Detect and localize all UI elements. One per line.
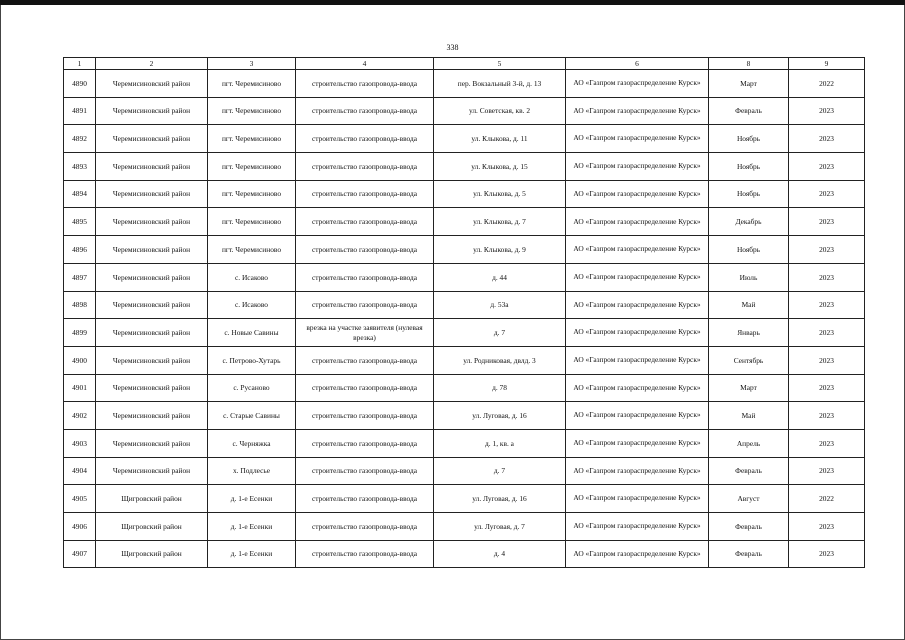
month-cell: Ноябрь — [709, 180, 789, 208]
table-row — [64, 97, 865, 125]
organization-cell: АО «Газпром газораспределение Курск» — [566, 70, 709, 98]
organization-cell: АО «Газпром газораспределение Курск» — [566, 125, 709, 153]
row-number-cell: 4891 — [64, 97, 96, 125]
district-cell: Черемисиновский район — [96, 180, 208, 208]
organization-cell: АО «Газпром газораспределение Курск» — [566, 485, 709, 513]
column-header: 3 — [208, 58, 296, 70]
locality-cell: пгт. Черемисиново — [208, 125, 296, 153]
organization-cell: АО «Газпром газораспределение Курск» — [566, 540, 709, 568]
work-type-cell: строительство газопровода-ввода — [296, 70, 434, 98]
row-number-cell: 4895 — [64, 208, 96, 236]
address-cell: ул. Советская, кв. 2 — [434, 97, 566, 125]
year-cell: 2023 — [789, 236, 865, 264]
month-cell: Февраль — [709, 513, 789, 541]
year-cell: 2023 — [789, 429, 865, 457]
address-cell: ул. Родниковая, двлд. 3 — [434, 346, 566, 374]
district-cell: Черемисиновский район — [96, 457, 208, 485]
month-cell: Сентябрь — [709, 346, 789, 374]
month-cell: Ноябрь — [709, 236, 789, 264]
month-cell: Март — [709, 374, 789, 402]
table-row — [64, 540, 865, 568]
column-header: 2 — [96, 58, 208, 70]
organization-cell: АО «Газпром газораспределение Курск» — [566, 236, 709, 264]
locality-cell: с. Исаково — [208, 291, 296, 319]
table-row — [64, 402, 865, 430]
address-cell: д. 53а — [434, 291, 566, 319]
month-cell: Апрель — [709, 429, 789, 457]
year-cell: 2023 — [789, 319, 865, 347]
year-cell: 2023 — [789, 457, 865, 485]
header-row — [64, 58, 865, 70]
month-cell: Август — [709, 485, 789, 513]
locality-cell: пгт. Черемисиново — [208, 180, 296, 208]
locality-cell: с. Черняжка — [208, 429, 296, 457]
address-cell: ул. Клыкова, д. 5 — [434, 180, 566, 208]
work-type-cell: строительство газопровода-ввода — [296, 346, 434, 374]
year-cell: 2023 — [789, 291, 865, 319]
organization-cell: АО «Газпром газораспределение Курск» — [566, 402, 709, 430]
column-header: 8 — [709, 58, 789, 70]
district-cell: Черемисиновский район — [96, 402, 208, 430]
month-cell: Май — [709, 291, 789, 319]
address-cell: ул. Клыкова, д. 7 — [434, 208, 566, 236]
locality-cell: с. Старые Савины — [208, 402, 296, 430]
table-row — [64, 513, 865, 541]
district-cell: Черемисиновский район — [96, 97, 208, 125]
work-type-cell: строительство газопровода-ввода — [296, 125, 434, 153]
organization-cell: АО «Газпром газораспределение Курск» — [566, 263, 709, 291]
month-cell: Ноябрь — [709, 153, 789, 181]
work-type-cell: строительство газопровода-ввода — [296, 97, 434, 125]
year-cell: 2023 — [789, 263, 865, 291]
locality-cell: х. Подлесье — [208, 457, 296, 485]
row-number-cell: 4903 — [64, 429, 96, 457]
year-cell: 2023 — [789, 402, 865, 430]
work-type-cell: строительство газопровода-ввода — [296, 374, 434, 402]
table-row — [64, 457, 865, 485]
row-number-cell: 4899 — [64, 319, 96, 347]
locality-cell: с. Петрово-Хутарь — [208, 346, 296, 374]
locality-cell: пгт. Черемисиново — [208, 70, 296, 98]
row-number-cell: 4901 — [64, 374, 96, 402]
work-type-cell: строительство газопровода-ввода — [296, 429, 434, 457]
organization-cell: АО «Газпром газораспределение Курск» — [566, 97, 709, 125]
work-type-cell: строительство газопровода-ввода — [296, 291, 434, 319]
year-cell: 2023 — [789, 374, 865, 402]
locality-cell: пгт. Черемисиново — [208, 153, 296, 181]
locality-cell: с. Исаково — [208, 263, 296, 291]
year-cell: 2023 — [789, 153, 865, 181]
district-cell: Черемисиновский район — [96, 263, 208, 291]
work-type-cell: строительство газопровода-ввода — [296, 513, 434, 541]
district-cell: Черемисиновский район — [96, 208, 208, 236]
district-cell: Черемисиновский район — [96, 291, 208, 319]
month-cell: Февраль — [709, 457, 789, 485]
year-cell: 2023 — [789, 208, 865, 236]
row-number-cell: 4897 — [64, 263, 96, 291]
organization-cell: АО «Газпром газораспределение Курск» — [566, 208, 709, 236]
month-cell: Март — [709, 70, 789, 98]
year-cell: 2023 — [789, 180, 865, 208]
scan-top-edge — [0, 0, 905, 5]
address-cell: д. 44 — [434, 263, 566, 291]
address-cell: ул. Луговая, д. 16 — [434, 485, 566, 513]
work-type-cell: строительство газопровода-ввода — [296, 457, 434, 485]
month-cell: Июль — [709, 263, 789, 291]
district-cell: Черемисиновский район — [96, 70, 208, 98]
year-cell: 2022 — [789, 485, 865, 513]
locality-cell: д. 1-е Есенки — [208, 485, 296, 513]
table-row — [64, 180, 865, 208]
work-type-cell: строительство газопровода-ввода — [296, 208, 434, 236]
address-cell: ул. Клыкова, д. 15 — [434, 153, 566, 181]
row-number-cell: 4896 — [64, 236, 96, 264]
work-type-cell: строительство газопровода-ввода — [296, 540, 434, 568]
district-cell: Черемисиновский район — [96, 429, 208, 457]
district-cell: Черемисиновский район — [96, 374, 208, 402]
address-cell: ул. Клыкова, д. 9 — [434, 236, 566, 264]
address-cell: д. 78 — [434, 374, 566, 402]
table-body — [64, 70, 865, 568]
organization-cell: АО «Газпром газораспределение Курск» — [566, 457, 709, 485]
address-cell: ул. Луговая, д. 7 — [434, 513, 566, 541]
work-type-cell: строительство газопровода-ввода — [296, 263, 434, 291]
locality-cell: пгт. Черемисиново — [208, 236, 296, 264]
column-header: 1 — [64, 58, 96, 70]
district-cell: Черемисиновский район — [96, 153, 208, 181]
organization-cell: АО «Газпром газораспределение Курск» — [566, 153, 709, 181]
table-row — [64, 125, 865, 153]
table-row — [64, 291, 865, 319]
work-type-cell: строительство газопровода-ввода — [296, 180, 434, 208]
address-cell: ул. Луговая, д. 16 — [434, 402, 566, 430]
locality-cell: д. 1-е Есенки — [208, 513, 296, 541]
district-cell: Черемисиновский район — [96, 346, 208, 374]
table-row — [64, 263, 865, 291]
work-type-cell: строительство газопровода-ввода — [296, 153, 434, 181]
district-cell: Черемисиновский район — [96, 125, 208, 153]
year-cell: 2023 — [789, 97, 865, 125]
column-header: 5 — [434, 58, 566, 70]
work-type-cell: строительство газопровода-ввода — [296, 485, 434, 513]
district-cell: Щигровский район — [96, 485, 208, 513]
work-type-cell: строительство газопровода-ввода — [296, 402, 434, 430]
column-header: 9 — [789, 58, 865, 70]
month-cell: Ноябрь — [709, 125, 789, 153]
locality-cell: с. Русаново — [208, 374, 296, 402]
year-cell: 2023 — [789, 540, 865, 568]
organization-cell: АО «Газпром газораспределение Курск» — [566, 291, 709, 319]
address-cell: д. 7 — [434, 457, 566, 485]
locality-cell: пгт. Черемисиново — [208, 208, 296, 236]
table-row — [64, 485, 865, 513]
row-number-cell: 4907 — [64, 540, 96, 568]
table-row — [64, 374, 865, 402]
month-cell: Февраль — [709, 540, 789, 568]
district-cell: Щигровский район — [96, 540, 208, 568]
table-row — [64, 429, 865, 457]
column-header: 4 — [296, 58, 434, 70]
district-cell: Черемисиновский район — [96, 319, 208, 347]
year-cell: 2023 — [789, 513, 865, 541]
table-row — [64, 208, 865, 236]
address-cell: д. 1, кв. а — [434, 429, 566, 457]
organization-cell: АО «Газпром газораспределение Курск» — [566, 429, 709, 457]
district-cell: Черемисиновский район — [96, 236, 208, 264]
row-number-cell: 4904 — [64, 457, 96, 485]
row-number-cell: 4906 — [64, 513, 96, 541]
address-cell: д. 4 — [434, 540, 566, 568]
row-number-cell: 4893 — [64, 153, 96, 181]
registry-table — [63, 57, 865, 568]
organization-cell: АО «Газпром газораспределение Курск» — [566, 513, 709, 541]
year-cell: 2022 — [789, 70, 865, 98]
year-cell: 2023 — [789, 125, 865, 153]
locality-cell: с. Новые Савины — [208, 319, 296, 347]
month-cell: Январь — [709, 319, 789, 347]
table-row — [64, 70, 865, 98]
work-type-cell: строительство газопровода-ввода — [296, 236, 434, 264]
column-header: 6 — [566, 58, 709, 70]
row-number-cell: 4894 — [64, 180, 96, 208]
district-cell: Щигровский район — [96, 513, 208, 541]
year-cell: 2023 — [789, 346, 865, 374]
page-number: 338 — [446, 43, 459, 52]
organization-cell: АО «Газпром газораспределение Курск» — [566, 346, 709, 374]
table-row — [64, 153, 865, 181]
locality-cell: пгт. Черемисиново — [208, 97, 296, 125]
address-cell: пер. Вокзальный 3-й, д. 13 — [434, 70, 566, 98]
row-number-cell: 4898 — [64, 291, 96, 319]
address-cell: ул. Клыкова, д. 11 — [434, 125, 566, 153]
organization-cell: АО «Газпром газораспределение Курск» — [566, 319, 709, 347]
row-number-cell: 4902 — [64, 402, 96, 430]
table-row — [64, 319, 865, 347]
organization-cell: АО «Газпром газораспределение Курск» — [566, 374, 709, 402]
table-row — [64, 346, 865, 374]
month-cell: Май — [709, 402, 789, 430]
table-row — [64, 236, 865, 264]
month-cell: Декабрь — [709, 208, 789, 236]
work-type-cell: врезка на участке заявителя (нулевая врезка) — [296, 319, 434, 347]
row-number-cell: 4890 — [64, 70, 96, 98]
row-number-cell: 4892 — [64, 125, 96, 153]
row-number-cell: 4905 — [64, 485, 96, 513]
address-cell: д. 7 — [434, 319, 566, 347]
row-number-cell: 4900 — [64, 346, 96, 374]
locality-cell: д. 1-е Есенки — [208, 540, 296, 568]
month-cell: Февраль — [709, 97, 789, 125]
organization-cell: АО «Газпром газораспределение Курск» — [566, 180, 709, 208]
